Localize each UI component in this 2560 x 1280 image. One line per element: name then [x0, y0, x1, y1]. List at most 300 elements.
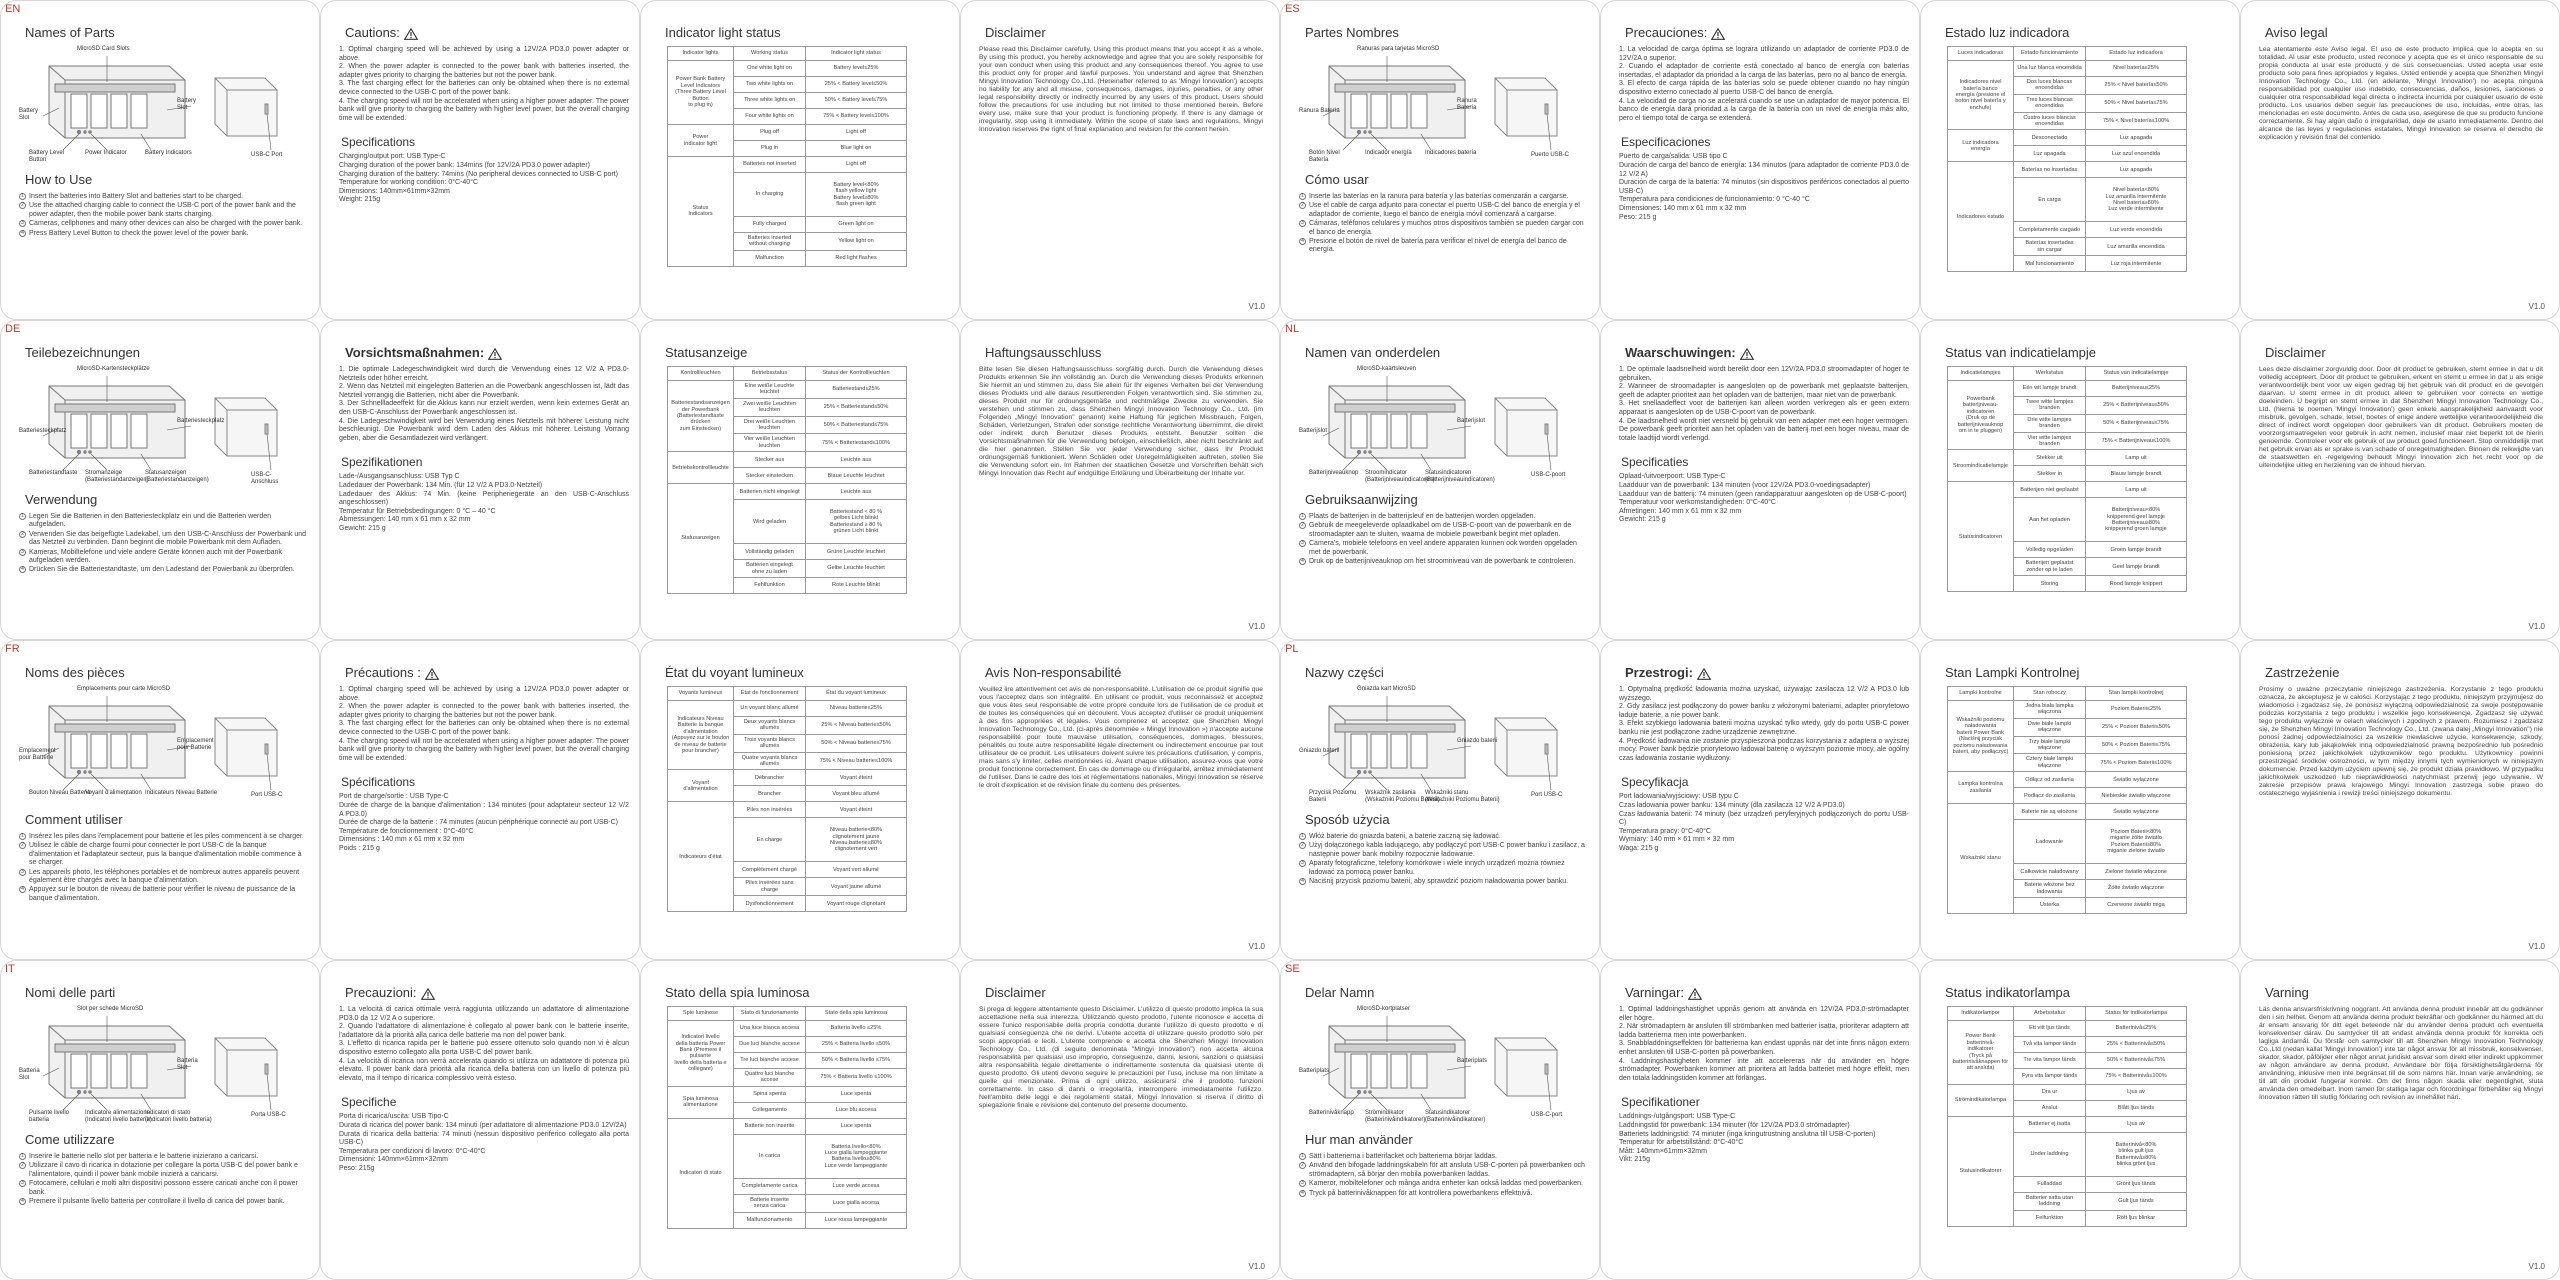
disclaimer-title: Zastrzeżenie: [2265, 665, 2340, 680]
parts-panel-de: [0, 320, 320, 640]
working-status-cell: Batterier satta utan laddning: [2014, 1193, 2086, 1211]
spec-item: Abmessungen: 140 mm x 61 mm x 32 mm: [339, 516, 471, 524]
working-status-cell: Quatre voyants blancs allumés: [734, 752, 806, 770]
product-diagram: [19, 1006, 289, 1124]
disclaimer-title: Disclaimer: [985, 25, 1046, 40]
working-status-cell: Wird geladen: [734, 500, 806, 544]
power-bank-illustration: [19, 1006, 289, 1124]
battery-slot-label: Batteria Slot: [19, 1068, 40, 1081]
usb-c-port-label: Porta USB-C: [251, 1112, 286, 1118]
light-status-cell: Gelbe Leuchte leuchtet: [806, 560, 907, 578]
spec-item: Laadduur van de powerbank: 134 minuten (voor 12V/2A PD3.0-voedingsadapter): [1619, 481, 1871, 489]
caution-item: 4. De laadsnelheid wordt niet versneld bij gebruik van een adapter met een hoger vermogen. De powerbank geeft prioriteit aan het opladen van de batterij met een hoger niveau, maar de totale laadtijd wordt verlengd.: [1619, 417, 1909, 442]
spec-item: Dimensions: 140mm×61mm×32mm: [339, 187, 450, 195]
working-status-cell: Luz apagada: [2014, 146, 2086, 162]
light-status-cell: Voyant vert allumé: [806, 862, 907, 878]
light-status-cell: Światło wyłączone: [2086, 804, 2187, 820]
caution-item: 3. Snabbladdningseffekten för batterierna kan endast uppnås när det inte finns någon extern enhet ansluten till USB-C-porten på powerbanken.: [1619, 1040, 1909, 1056]
spec-item: Laddningstid för powerbank: 134 minuter (för 12V/2A PD3.0 strömadapter): [1619, 1121, 1850, 1129]
working-status-cell: Cuatro luces blancas encendidas: [2014, 112, 2086, 130]
working-status-cell: Ładowanie: [2014, 820, 2086, 864]
battery-slot-label: Batteriesteckplatz: [19, 428, 67, 434]
indicator-table-header: Werkstatus: [2014, 367, 2086, 381]
light-status-cell: 75% < Batterijniveau≤100%: [2086, 432, 2187, 450]
howto-step: 4 Druk op de batterijniveauknop om het stroomniveau van de powerbank te controleren.: [1299, 558, 1589, 566]
indicator-panel-es: [1920, 0, 2240, 320]
working-status-cell: Storing: [2014, 576, 2086, 592]
howto-list: [19, 193, 309, 238]
cautions-panel-es: [1600, 0, 1920, 320]
microsd-slot-label: MicroSD-kortplatser: [1357, 1006, 1411, 1012]
caution-item: 3. El efecto de carga rápida de las baterías solo se puede obtener cuando no hay ningún dispositivo externo conectado al puerto USB-C del banco de energía.: [1619, 80, 1909, 96]
spec-item: Durata di ricarica del power bank: 134 minuti (per adattatore di alimentazione PD3.0 12V/2A): [339, 1121, 627, 1129]
indicator-group-label: Stroomindicatielampje: [1948, 450, 2014, 482]
table-row: [1948, 1117, 2187, 1133]
cautions-title: Waarschuwingen:: [1625, 345, 1909, 360]
working-status-cell: Zwei weiße Leuchten leuchten: [734, 398, 806, 416]
parts-title: Names of Parts: [25, 25, 115, 40]
spec-item: Peso: 215 g: [1619, 213, 1657, 221]
light-status-cell: Voyant bleu allumé: [806, 786, 907, 802]
language-tag: DE: [5, 323, 21, 335]
table-row: [1948, 450, 2187, 466]
table-row: [668, 701, 907, 717]
caution-item: 1. La velocità di carica ottimale verrà raggiunta utilizzando un adattatore di alimentazione PD3.0 da 12 V/2 A o superiore.: [339, 1006, 629, 1022]
indicator-group-label: Powerbank batterijniveau- indicatoren (Druk op de batterijniveauknop om in te pluggen): [1948, 381, 2014, 450]
howto-step: 3 Kameror, mobiltelefoner och många andra enheter kan också laddas med powerbanken.: [1299, 1180, 1589, 1188]
power-indicator-label: Indicador energía: [1365, 150, 1412, 156]
table-row: [1948, 482, 2187, 498]
indicator-table: [667, 1006, 907, 1229]
working-status-cell: Två vita lampor tänds: [2014, 1037, 2086, 1053]
product-diagram: [19, 366, 289, 484]
light-status-cell: Yellow light on: [806, 233, 907, 251]
working-status-cell: Mal funcionamiento: [2014, 256, 2086, 272]
cautions-title: Varningar:: [1625, 985, 1909, 1000]
working-status-cell: Four white lights on: [734, 109, 806, 125]
working-status-cell: Batterien eingelegt ohne zu laden: [734, 560, 806, 578]
caution-item: 1. Die optimale Ladegeschwindigkeit wird durch die Verwendung eines 12 V/2 A PD3.0-Netzteils oder höher erreicht.: [339, 366, 629, 382]
working-status-cell: Eine weiße Leuchte leuchtet: [734, 381, 806, 399]
language-tag: IT: [5, 963, 15, 975]
specifications-title: Spezifikationen: [341, 455, 423, 470]
spec-item: Duración de carga de la batería: 74 minutos (sin dispositivos periféricos conectados al puerto USB-C): [1619, 179, 1909, 195]
light-status-cell: Nivel batería<80% Luz amarilla intermitente Nivel batería≥80% Luz verde intermitente: [2086, 178, 2187, 222]
working-status-cell: Desconectado: [2014, 130, 2086, 146]
specifications-title: Spécifications: [341, 775, 416, 790]
working-status-cell: Fehlfunktion: [734, 578, 806, 594]
howto-title: Hur man använder: [1305, 1132, 1413, 1147]
parts-title: Nomi delle parti: [25, 985, 116, 1000]
table-row: [668, 157, 907, 173]
light-status-cell: Voyant rouge clignotant: [806, 896, 907, 912]
working-status-cell: Complètement chargé: [734, 862, 806, 878]
indicator-title: Stan Lampki Kontrolnej: [1945, 665, 2080, 680]
light-status-cell: 50% < Batterinivå≤75%: [2086, 1053, 2187, 1069]
warning-triangle-icon: [404, 28, 418, 40]
working-status-cell: Stecker aus: [734, 452, 806, 468]
light-status-cell: Green light on: [806, 217, 907, 233]
indicator-table-header: Kontrollleuchten: [668, 367, 734, 381]
battery-indicators-label: Battery Indicators: [145, 150, 192, 156]
indicator-group-label: Indicateurs d'état: [668, 802, 734, 912]
working-status-cell: Piles insérées sans charge: [734, 878, 806, 896]
working-status-cell: Tre vita lampor tänds: [2014, 1053, 2086, 1069]
cautions-title: Vorsichtsmaßnahmen:: [345, 345, 629, 360]
caution-item: 4. Prędkość ładowania nie zostanie przyspieszona podczas korzystania z adaptera o wyższej mocy. Power bank będzie priorytetowo ładował baterię o wyższym poziomie mocy, ale ogólny czas ładowania zostanie wydłużony.: [1619, 737, 1909, 762]
indicator-table-header: Stan roboczy: [2014, 687, 2086, 701]
light-status-cell: 75% < Battery level≤100%: [806, 109, 907, 125]
table-row: [1948, 162, 2187, 178]
table-row: [1948, 130, 2187, 146]
disclaimer-panel-pl: [2240, 640, 2560, 960]
language-tag: EN: [5, 3, 21, 15]
disclaimer-title: Avis Non-responsabilité: [985, 665, 1122, 680]
battery-level-button-label: Batteriestandtaste: [29, 470, 78, 476]
light-status-cell: Batterijniveau≤25%: [2086, 381, 2187, 397]
battery-level-button-label: Battery Level Button: [29, 150, 65, 163]
light-status-cell: 75% < Batterinivå≤100%: [2086, 1069, 2187, 1085]
specifications-title: Specifiche: [341, 1095, 397, 1110]
indicator-table-header: Stato della spia luminosa: [806, 1007, 907, 1021]
indicator-title: Stato della spia luminosa: [665, 985, 810, 1000]
spec-item: Charging/output port: USB Type-C: [339, 153, 446, 161]
caution-item: 1. Optimal laddningshastighet uppnås genom att använda en 12V/2A PD3.0-strömadapter eller högre.: [1619, 1006, 1909, 1022]
working-status-cell: In charging: [734, 173, 806, 217]
table-row: [668, 770, 907, 786]
language-tag: NL: [1285, 323, 1300, 335]
light-status-cell: Voyant éteint: [806, 770, 907, 786]
disclaimer-text: Si prega di leggere attentamente questo Disclaimer. L'utilizzo di questo prodotto implica la sua accettazione nella sua interezza. Utilizzando questo prodotto, l'utente riconosce e accetta di essere l'unico responsabile della propria condotta durante l'utilizzo di questo prodotto e di qualsiasi conseguenza che ne derivi. L'utente accetta di utilizzare questo prodotto solo per scopi appropriati e leciti. L'utente comprende e accetta che Shenzhen Mingyi Innovation Technology Co., Ltd. (di seguito denominata "Mingyi Innovation") non accetta alcuna responsabilità per qualsiasi uso improprio, conseguenze, danni, lesioni, sanzioni o qualsiasi altra responsabilità legale direttamente o indirettamente sostenuta da qualsiasi utente di questo prodotto. Gli utenti devono seguire le precauzioni per l'uso, incluse ma non limitate a quelle qui menzionate. Prima di ogni utilizzo, assicurarsi che il prodotto funzioni correttamente. In caso di danni o irregolarità, interrompere immediatamente l'utilizzo. Nell'ambito delle leggi e dei regolamenti statali, Mingyi Innovation si riserva il diritto di spiegazione finale e revisione del contenuto del presente documento.: [979, 1006, 1263, 1109]
indicator-group-label: Wskaźniki poziomu naładowania baterii Power Bank (Naciśnij przycisk poziomu naładowania baterii, aby podłączyć): [1948, 701, 2014, 772]
indicator-panel-de: [640, 320, 960, 640]
caution-item: 2. Wanneer de stroomadapter is aangesloten op de powerbank met geplaatste batterijen, geeft de adapter prioriteit aan het opladen van de batterijen, maar niet van de powerbank.: [1619, 383, 1909, 399]
howto-step: 3 Kameras, Mobiltelefone und viele andere Geräte können auch mit der Powerbank aufgeladen werden.: [19, 549, 309, 566]
indicator-table-header: Arbetsstatus: [2014, 1007, 2086, 1021]
spec-item: Laadduur van de batterij: 74 minuten (geen randapparatuur aangesloten op de USB-C-poort): [1619, 490, 1907, 498]
power-bank-open-view: [1329, 706, 1465, 778]
howto-step: 1 Insert the batteries into Battery Slot and batteries start to be charged.: [19, 193, 309, 201]
light-status-cell: 25% < Poziom Baterii≤50%: [2086, 718, 2187, 736]
working-status-cell: Una luz blanca encendida: [2014, 61, 2086, 77]
microsd-slot-label: Emplacements pour carte MicroSD: [77, 686, 171, 692]
caution-item: 2. När strömadaptern är ansluten till strömbanken med batterier isatta, prioriterar adaptern att ladda batterierna men inte powerbanken.: [1619, 1023, 1909, 1039]
light-status-cell: Luz verde encendida: [2086, 222, 2187, 238]
spec-item: Mått: 140mm×61mm×32mm: [1619, 1147, 1707, 1155]
spec-item: Oplaad-/uitvoerpoort: USB Type-C: [1619, 473, 1726, 481]
indicator-table-header: Stato di funzionamento: [734, 1007, 806, 1021]
caution-item: 1. La velocidad de carga óptima se lograra utilizando un adaptador de corriente PD3.0 de 12V/2A o superior.: [1619, 46, 1909, 62]
howto-step: 2 Use el cable de carga adjunto para conectar el puerto USB-C del banco de energía y el adaptador de corriente, luego el banco de energía móvil comenzará a cargarse.: [1299, 202, 1589, 219]
power-indicator-label: Voyant d'alimentation: [85, 790, 142, 796]
howto-list: [1299, 513, 1589, 566]
power-bank-open-view: [49, 1026, 185, 1098]
working-status-cell: Trzy białe lampki włączone: [2014, 736, 2086, 754]
caution-item: 3. L'effetto di ricarica rapida per le batterie può essere ottenuto solo quando non vi è alcun dispositivo esterno collegato alla porta USB-C del power bank.: [339, 1040, 629, 1056]
microsd-slot-label: MicroSD-Kartensteckplätze: [77, 366, 150, 372]
howto-title: Come utilizzare: [25, 1132, 115, 1147]
battery-indicators-label: Statusindicatoren (Batterijniveauindicatoren): [1425, 470, 1495, 483]
working-status-cell: Batterien nicht eingelegt: [734, 484, 806, 500]
light-status-cell: 75% < Batteriestand≤100%: [806, 434, 907, 452]
working-status-cell: Vier weiße Leuchten leuchten: [734, 434, 806, 452]
light-status-cell: 75% < Nivel batería≤100%: [2086, 112, 2187, 130]
working-status-cell: Tres luces blancas encendidas: [2014, 94, 2086, 112]
howto-step: 4 Premere il pulsante livello batteria per controllare il livello di carica del power bank.: [19, 1198, 309, 1206]
caution-item: 4. Die Ladegeschwindigkeit wird bei Verwendung eines Netzteils mit höherer Leistung nicht beschleunigt. Die Powerbank wird dem Laden des Akkus mit höherer Leistung Vorrang geben, aber die Gesamtladezeit wird verlängert.: [339, 417, 629, 442]
working-status-cell: Podłącz do zasilania: [2014, 788, 2086, 804]
spec-item: Charging duration of the power bank: 134mins (for 12V/2A PD3.0 power adapter): [339, 161, 590, 169]
working-status-cell: Ett vitt ljus tänds: [2014, 1021, 2086, 1037]
howto-step: 3 Cámaras, teléfonos celulares y muchos otros dispositivos también se pueden cargar con el banco de energía.: [1299, 220, 1589, 237]
cautions-title: Precauzioni:: [345, 985, 629, 1000]
spec-item: Afmetingen: 140 mm x 61 mm x 32 mm: [1619, 507, 1742, 515]
working-status-cell: Plug in: [734, 141, 806, 157]
indicator-table-header: Indicator light status: [806, 47, 907, 61]
working-status-cell: In carica: [734, 1134, 806, 1178]
light-status-cell: Niveau batterie≤25%: [806, 701, 907, 717]
warning-triangle-icon: [1697, 668, 1711, 680]
light-status-cell: Grönt ljus tänds: [2086, 1177, 2187, 1193]
table-row: [668, 452, 907, 468]
battery-slot-label: Ranura Batería: [1299, 108, 1340, 114]
warning-triangle-icon: [488, 348, 502, 360]
light-status-cell: Voyant éteint: [806, 802, 907, 818]
light-status-cell: Czerwone światło miga: [2086, 898, 2187, 914]
light-status-cell: Gult ljus tänds: [2086, 1193, 2187, 1211]
light-status-cell: 25% < Batterinivå≤50%: [2086, 1037, 2187, 1053]
indicator-table-header: Indicator lights: [668, 47, 734, 61]
warning-triangle-icon: [1711, 28, 1725, 40]
spec-item: Waga: 215 g: [1619, 844, 1659, 852]
light-status-cell: Poziom Baterii<80% miganie żółte światło Poziom Baterii≥80% miganie zielone światło: [2086, 820, 2187, 864]
disclaimer-text: Lees deze disclaimer zorgvuldig door. Door dit product te gebruiken, stemt ermee in dat u dit volledig accepteert. Door dit product te gebruiken, erkent en stemt u ermee in dat u als enige verantwoordelijk bent voor uw eigen gedrag bij het gebruik van dit product en de gevolgen daarvan. U stemt ermee in dit product alleen te gebruiken voor correcte en wettige doeleinden. U begrijpt en stemt ermee in dat Shenzhen Mingyi Innovation Technology Co., Ltd. (hierna te noemen 'Mingyi Innovation') geen enkele aansprakelijkheid aanvaardt voor misbruik, gevolgen, schade, letsel, boetes of enige andere wettelijke verantwoordelijkheid die direct of indirect wordt opgelopen door gebruikers van dit product. Gebruikers moeten de voorzorgsmaatregelen voor gebruik in acht nemen, inclusief maar niet beperkt tot de hierin genoemde. Controleer voor elk gebruik of uw product goed functioneert. Stop onmiddellijk met het gebruik ervan als er sprake is van schade of onregelmatigheden. Binnen de reikwijdte van de staatswetten en -regelgeving behoudt Mingyi Innovation zich het recht voor op de uiteindelijke uitleg en herziening van de inhoud hiervan.: [2259, 366, 2543, 469]
working-status-cell: Dos luces blancas encendidas: [2014, 77, 2086, 95]
indicator-panel-nl: [1920, 320, 2240, 640]
light-status-cell: Lamp uit: [2086, 482, 2187, 498]
power-indicator-label: Wskaźnik zasilania (Wskaźniki Poziomu Baterii): [1365, 790, 1440, 803]
working-status-cell: Felfunktion: [2014, 1210, 2086, 1226]
power-bank-closed-view: [1495, 78, 1557, 136]
howto-step: 4 Appuyez sur le bouton de niveau de batterie pour vérifier le niveau de puissance de la banque d'alimentation.: [19, 886, 309, 903]
light-status-cell: Luz apagada: [2086, 130, 2187, 146]
working-status-cell: Stecker einstecken: [734, 468, 806, 484]
cautions-list: [1619, 686, 1909, 763]
spec-item: Porta di ricarica/uscita: USB Tipo-C: [339, 1113, 449, 1121]
light-status-cell: Luz apagada: [2086, 162, 2187, 178]
indicator-table-header: Betriebsstatus: [734, 367, 806, 381]
cautions-panel-nl: [1600, 320, 1920, 640]
working-status-cell: One white light on: [734, 61, 806, 77]
cautions-list: [339, 366, 629, 443]
light-status-cell: Żółte światło włączone: [2086, 880, 2187, 898]
cautions-panel-de: [320, 320, 640, 640]
spec-item: Weight: 215g: [339, 196, 381, 204]
cautions-title: Précautions :: [345, 665, 629, 680]
indicator-table: [1947, 46, 2187, 272]
specifications-title: Specificaties: [1621, 455, 1689, 470]
power-indicator-label: Power Indicator: [85, 150, 127, 156]
power-indicator-label: Stromanzeige (Batteriestandanzeigen): [85, 470, 149, 483]
light-status-cell: Luce gialla accesa: [806, 1194, 907, 1212]
indicator-group-label: Indicatori livello della batteria Power Bank (Premere il pulsante livello della batteria e collegare): [668, 1021, 734, 1087]
spec-item: Charging duration of the battery: 74mins (No peripheral devices connected to USB-C port): [339, 170, 618, 178]
working-status-cell: Fyra vita lampor tänds: [2014, 1069, 2086, 1085]
cautions-list: [1619, 46, 1909, 123]
light-status-cell: 25% < Battery level≤50%: [806, 77, 907, 93]
working-status-cell: Deux voyants blancs allumés: [734, 717, 806, 735]
language-tag: PL: [1285, 643, 1299, 655]
power-bank-open-view: [1329, 386, 1465, 458]
caution-item: 2. Wenn das Netzteil mit eingelegten Batterien an die Powerbank angeschlossen ist, lädt das Netzteil vorrangig die Batterien, nicht aber die Powerbank.: [339, 383, 629, 399]
spec-item: Peso: 215g: [339, 1164, 375, 1172]
indicator-group-label: Betriebskontrollleuchte: [668, 452, 734, 484]
light-status-cell: 25% < Batteriestand≤50%: [806, 398, 907, 416]
light-status-cell: Batterijniveau<80% knipperend geel lampje Batterijniveau≥80% knipperend groen lampje: [2086, 498, 2187, 542]
caution-item: 3. Der Schnellladeeffekt für die Akkus kann nur erzielt werden, wenn kein externes Gerät an den USB-C-Anschluss der Powerbank angeschlossen ist.: [339, 400, 629, 416]
working-status-cell: Baterías insertadas sin cargar: [2014, 238, 2086, 256]
working-status-cell: En charge: [734, 818, 806, 862]
disclaimer-panel-en: [960, 0, 1280, 320]
indicator-table: [667, 366, 907, 594]
spec-item: Durata di ricarica della batteria: 74 minuti (nessun dispositivo periferico collegato alla porta USB-C): [339, 1130, 629, 1147]
battery-slot-label: Gniazdo baterii: [1299, 748, 1340, 754]
howto-step: 3 Les appareils photo, les téléphones portables et de nombreux autres appareils peuvent également être chargés avec la banque d'alimentation.: [19, 869, 309, 886]
version-label: V1.0: [2528, 942, 2545, 951]
disclaimer-panel-se: [2240, 960, 2560, 1280]
working-status-cell: En carga: [2014, 178, 2086, 222]
howto-title: Sposób użycia: [1305, 812, 1390, 827]
power-bank-open-view: [49, 66, 185, 138]
caution-item: 3. The fast charging effect for the batteries can only be obtained when there is no external device connected to the USB-C port of the power bank.: [339, 720, 629, 736]
usb-c-port-label: Port USB-C: [251, 792, 283, 798]
cautions-list: [339, 46, 629, 123]
disclaimer-title: Varning: [2265, 985, 2309, 1000]
howto-step: 3 Aparaty fotograficzne, telefony komórkowe i wiele innych urządzeń można również ładować za pomocą power banku.: [1299, 860, 1589, 877]
indicator-title: Statusanzeige: [665, 345, 748, 360]
light-status-cell: Rote Leuchte blinkt: [806, 578, 907, 594]
working-status-cell: Fulladdad: [2014, 1177, 2086, 1193]
indicator-group-label: Indicatori di stato: [668, 1118, 734, 1228]
indicator-group-label: Lampka kontrolna zasilania: [1948, 772, 2014, 804]
indicator-group-label: Status Indicators: [668, 157, 734, 267]
cautions-panel-pl: [1600, 640, 1920, 960]
usb-c-port-label: USB-C-port: [1531, 1112, 1563, 1118]
light-status-cell: 75% < Poziom Baterii≤100%: [2086, 754, 2187, 772]
howto-step: 4 Tryck på batterinivåknappen för att kontrollera powerbankens effektnivå.: [1299, 1190, 1589, 1198]
light-status-cell: Batteria livello ≤25%: [806, 1021, 907, 1037]
table-row: [668, 125, 907, 141]
parts-title: Namen van onderdelen: [1305, 345, 1441, 360]
power-indicator-label: Strömindikator (Batterinivåindikatorer): [1365, 1110, 1426, 1123]
light-status-cell: Light off: [806, 157, 907, 173]
light-status-cell: 50% < Battery level≤75%: [806, 93, 907, 109]
light-status-cell: Luce spenta: [806, 1086, 907, 1102]
indicator-group-label: Voyant d'alimentation: [668, 770, 734, 802]
spec-item: Temperatur för arbetstillstånd: 0°C-40°C: [1619, 1139, 1744, 1147]
howto-title: How to Use: [25, 172, 93, 187]
battery-slot-right-label: Batteria Slot: [177, 1058, 198, 1071]
power-bank-closed-view: [215, 718, 277, 776]
working-status-cell: Brancher: [734, 786, 806, 802]
light-status-cell: Lamp uit: [2086, 450, 2187, 466]
working-status-cell: Dra ur: [2014, 1085, 2086, 1101]
table-row: [1948, 701, 2187, 719]
power-bank-open-view: [49, 386, 185, 458]
howto-step: 3 Camera's, mobiele telefoons en veel andere apparaten kunnen ook worden opgeladen met de powerbank.: [1299, 540, 1589, 557]
working-status-cell: Due luci bianche accese: [734, 1037, 806, 1053]
howto-step: 2 Använd den bifogade laddningskabeln för att ansluta USB-C-porten på powerbanken och strömadaptern, så börjar den mobila powerbanken laddas.: [1299, 1162, 1589, 1179]
working-status-cell: Batterijen niet geplaatst: [2014, 482, 2086, 498]
microsd-slot-label: Gniazda kart MicroSD: [1357, 686, 1416, 692]
power-bank-open-view: [49, 706, 185, 778]
power-bank-illustration: [1299, 46, 1569, 164]
working-status-cell: Batterie non inserite: [734, 1118, 806, 1134]
power-bank-closed-view: [215, 78, 277, 136]
working-status-cell: Batterie inserite senza carica: [734, 1194, 806, 1212]
version-label: V1.0: [2528, 1262, 2545, 1271]
battery-slot-label: Battery Slot: [19, 108, 39, 121]
parts-panel-nl: [1280, 320, 1600, 640]
indicator-table: [1947, 686, 2187, 914]
working-status-cell: Baterie nie są włożone: [2014, 804, 2086, 820]
battery-indicators-label: Wskaźniki stanu (Wskaźniki Poziomu Baterii): [1425, 790, 1500, 803]
working-status-cell: Jedna biała lampka włączona: [2014, 701, 2086, 719]
working-status-cell: Dysfonctionnement: [734, 896, 806, 912]
light-status-cell: Rood lampje knippert: [2086, 576, 2187, 592]
warning-triangle-icon: [1688, 988, 1702, 1000]
caution-item: 2. When the power adapter is connected to the power bank with batteries inserted, the adapter gives priority to charging the batteries but not the power bank.: [339, 63, 629, 79]
spec-item: Dimensiones: 140 mm x 61 mm x 32 mm: [1619, 204, 1747, 212]
working-status-cell: Plug off: [734, 125, 806, 141]
howto-list: [19, 513, 309, 575]
battery-level-button-label: Przycisk Poziomu Baterii: [1309, 790, 1357, 803]
howto-step: 3 Cameras, cellphones and many other devices can also be charged with the power bank.: [19, 220, 309, 228]
indicator-title: Estado luz indicadora: [1945, 25, 2070, 40]
usb-c-port-label: Port USB-C: [1531, 792, 1563, 798]
battery-slot-right-label: Batterijslot: [1457, 418, 1486, 424]
howto-list: [19, 833, 309, 903]
light-status-cell: 50% < Poziom Baterii≤75%: [2086, 736, 2187, 754]
caution-item: 2. Cuando el adaptador de corriente está conectado al banco de energía con baterías insertadas, el adaptador da prioridad a la carga de las baterías, pero no al banco de energía.: [1619, 63, 1909, 79]
cautions-list: [339, 1006, 629, 1083]
light-status-cell: Luce rossa lampeggiante: [806, 1212, 907, 1228]
usb-c-port-label: USB-C-Anschluss: [251, 472, 279, 485]
spec-item: Lade-/Ausgangsanschluss: USB Typ C: [339, 473, 460, 481]
battery-slot-label: Batterijslot: [1299, 428, 1328, 434]
indicator-title: Status van indicatielampje: [1945, 345, 2097, 360]
working-status-cell: Un voyant blanc allumé: [734, 701, 806, 717]
indicator-table-header: Spie luminose: [668, 1007, 734, 1021]
working-status-cell: Twee witte lampjes branden: [2014, 397, 2086, 415]
parts-panel-se: [1280, 960, 1600, 1280]
version-label: V1.0: [1248, 302, 1265, 311]
indicator-table-header: Status för indikatorlampa: [2086, 1007, 2187, 1021]
light-status-cell: Luce blu accesa: [806, 1102, 907, 1118]
spec-item: Vikt: 215g: [1619, 1156, 1651, 1164]
light-status-cell: Luce verde accesa: [806, 1178, 907, 1194]
working-status-cell: Vier witte lampjes branden: [2014, 432, 2086, 450]
working-status-cell: Usterka: [2014, 898, 2086, 914]
table-row: [668, 1118, 907, 1134]
light-status-cell: 50% < Batteriestand≤75%: [806, 416, 907, 434]
working-status-cell: Tre luci bianche accese: [734, 1053, 806, 1069]
battery-level-button-label: Pulsante livello batteria: [29, 1110, 70, 1123]
spec-item: Gewicht: 215 g: [1619, 516, 1666, 524]
parts-title: Partes Nombres: [1305, 25, 1399, 40]
light-status-cell: 50% < Batterijniveau≤75%: [2086, 414, 2187, 432]
spec-item: Temperatura para condiciones de funcionamiento: 0 °C-40 °C: [1619, 196, 1810, 204]
